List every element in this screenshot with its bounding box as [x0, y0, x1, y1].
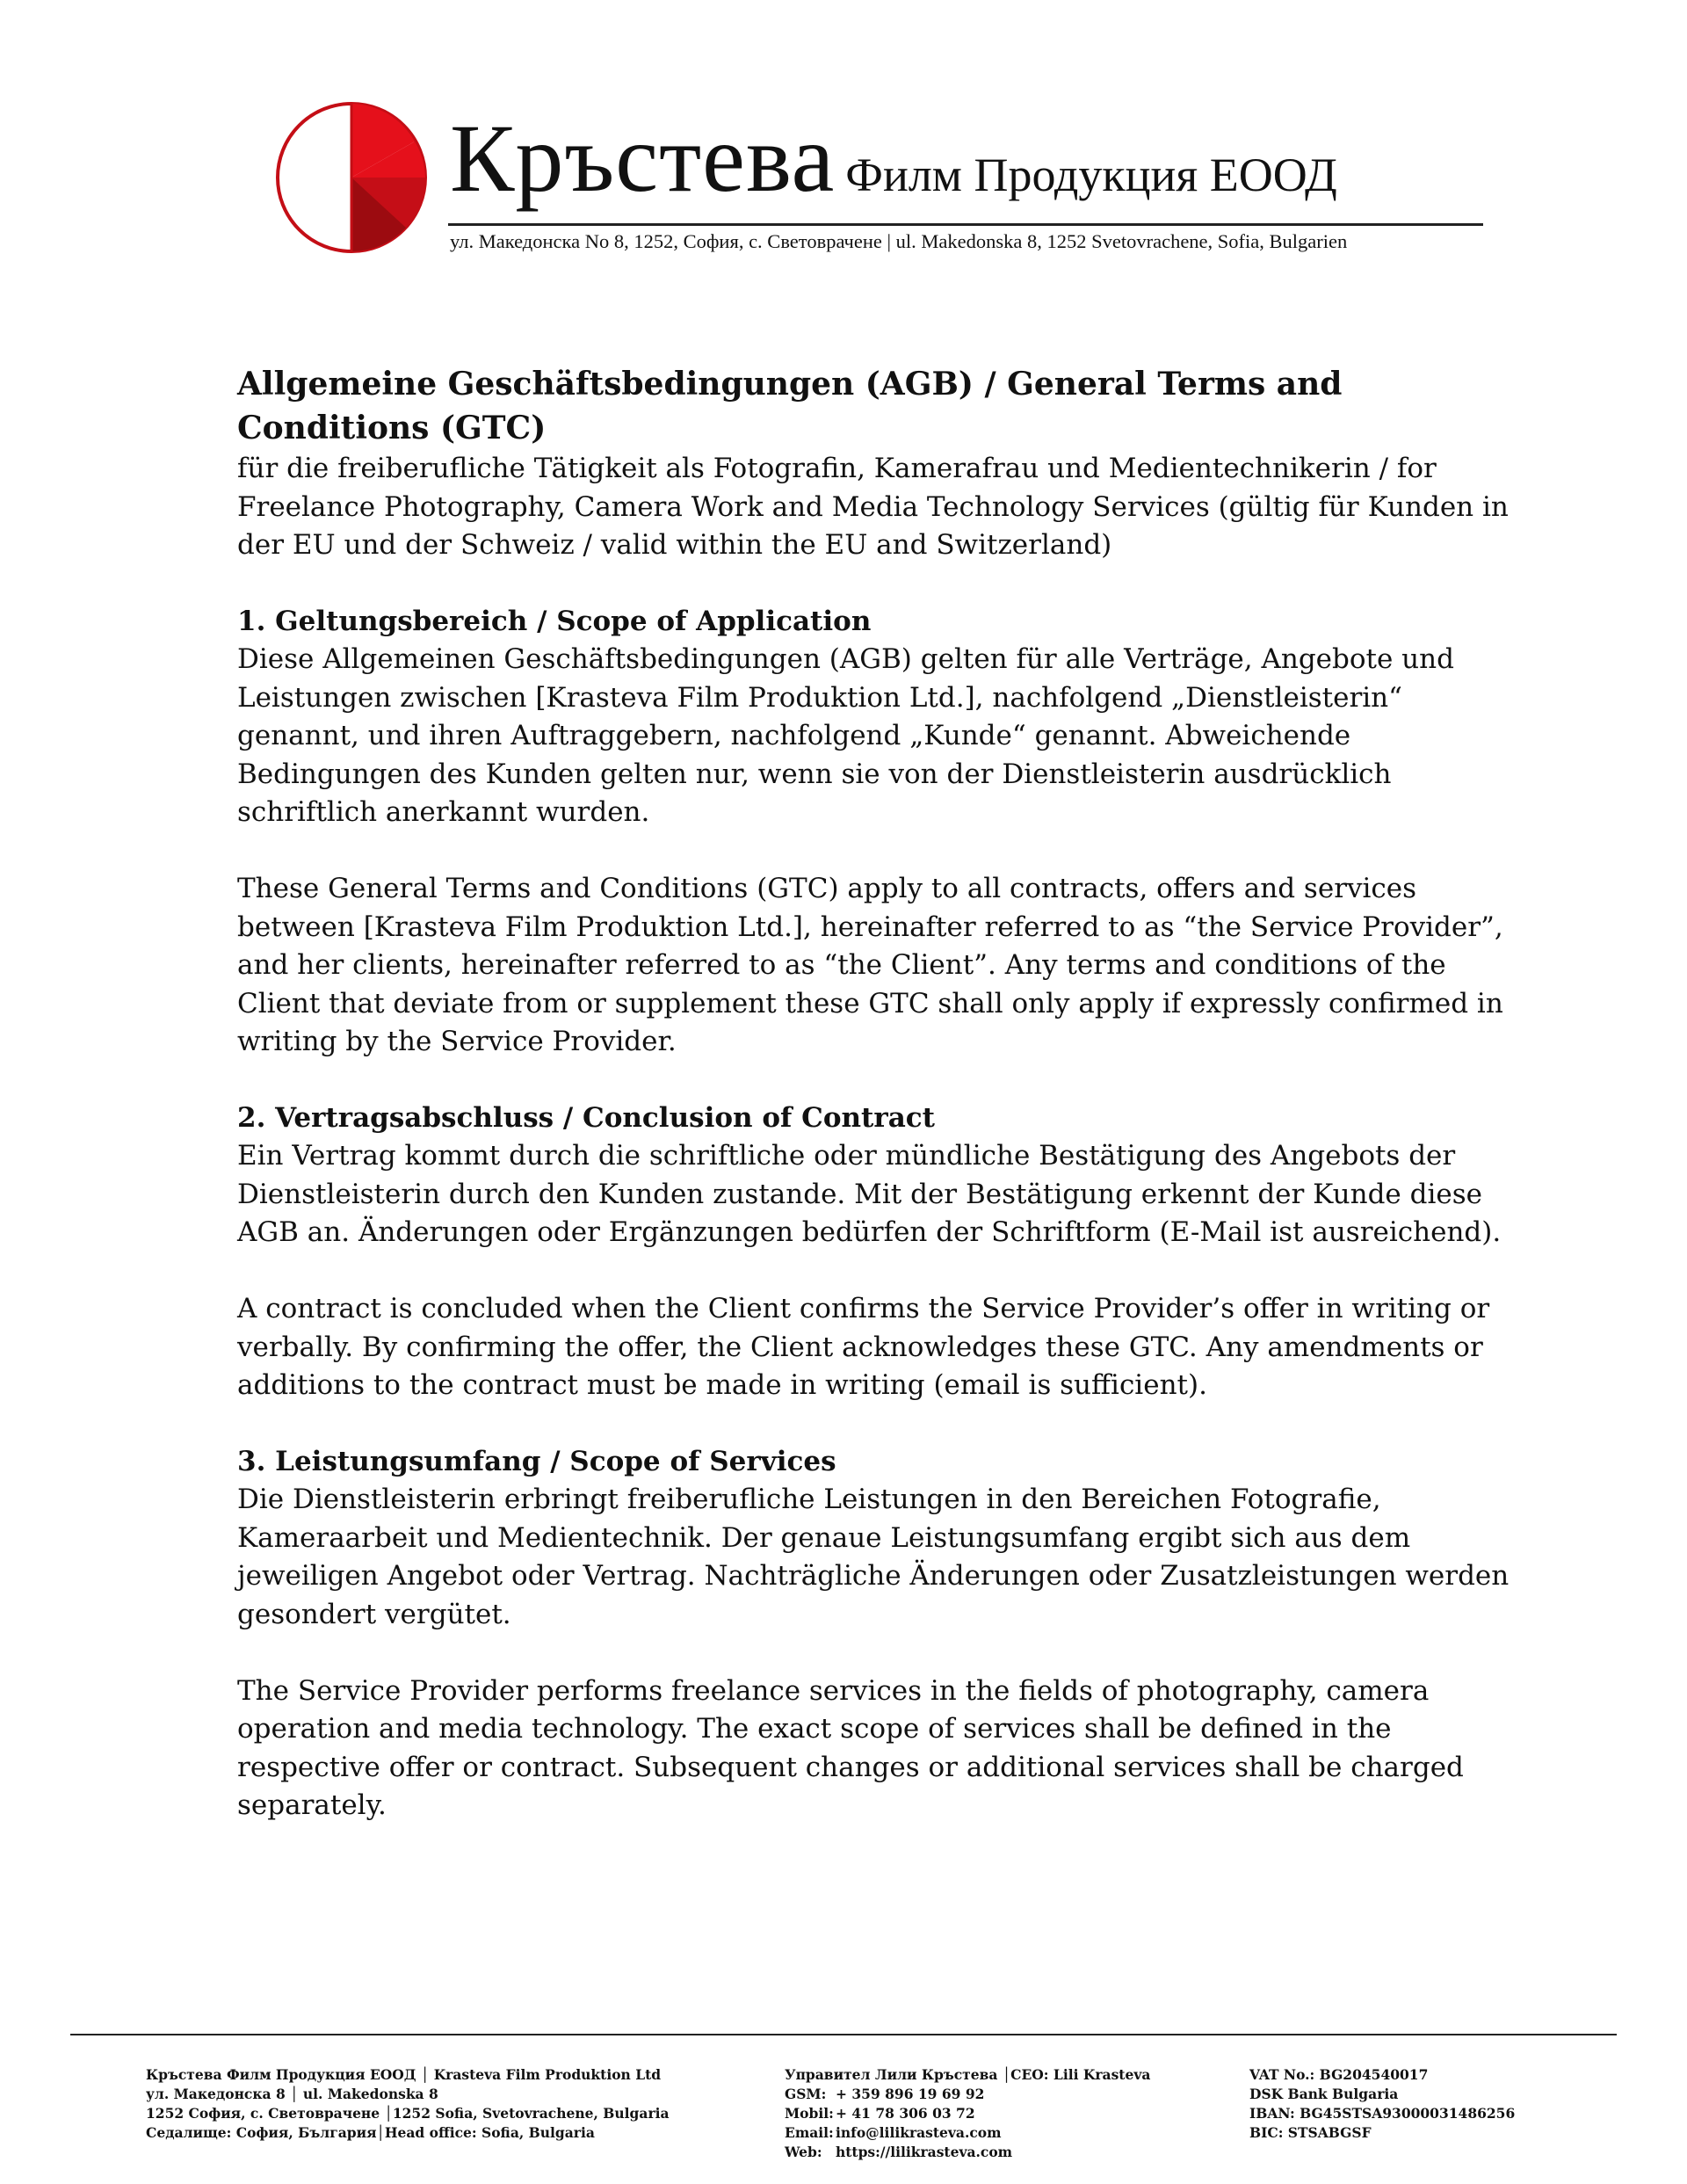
footer-web-link[interactable]: https://lilikrasteva.com	[836, 2144, 1013, 2160]
section-paragraph-en: A contract is concluded when the Client confirms the Service Provider’s offer in writing or verbally. By confirming the offer, the Client acknowledges these GTC. Any amendments or additions to the contract must be made in writing (email is sufficient).	[237, 1293, 1490, 1401]
brand-underline	[448, 223, 1483, 226]
footer-company-line: ул. Македонска 8 │ ul. Makedonska 8	[146, 2086, 438, 2102]
footer-email-link[interactable]: info@lilikrasteva.com	[836, 2124, 1002, 2141]
footer-company-info	[146, 2065, 670, 2143]
footer-company-line: Кръстева Филм Продукция ЕООД │ Krasteva Film Produktion Ltd	[146, 2066, 662, 2083]
section-conclusion-of-contract	[237, 1099, 1529, 1405]
footer-mobil-label: Mobil:	[785, 2105, 834, 2122]
footer-company-line: 1252 София, с. Световрачене │1252 Sofia, Svetovrachene, Bulgaria	[146, 2105, 670, 2122]
footer-manager: Управител Лили Кръстева │CEO: Lili Krasteva	[785, 2066, 1151, 2083]
footer-gsm[interactable]: + 359 896 19 69 92	[836, 2086, 985, 2102]
company-logo	[274, 100, 429, 255]
footer-email-label: Email:	[785, 2124, 834, 2141]
document-subtitle: für die freiberufliche Tätigkeit als Fotografin, Kamerafrau und Medientechnikerin / for Freelance Photography, Camera Work and Media Technology Services (gültig für Kunden in der EU und der Schweiz / valid within the EU and Switzerland)	[237, 453, 1509, 561]
footer-gsm-row	[785, 2085, 1150, 2104]
section-paragraph-de: Ein Vertrag kommt durch die schriftliche oder mündliche Bestätigung des Angebots der Dienstleisterin durch den Kunden zustande. Mit der Bestätigung erkennt der Kunde diese AGB an. Änderungen oder Ergänzungen bedürfen der Schriftform (E-Mail ist ausreichend).	[237, 1140, 1502, 1248]
footer-contact-info	[785, 2065, 1150, 2162]
section-paragraph-en: The Service Provider performs freelance services in the fields of photography, camera operation and media technology. The exact scope of services shall be defined in the respective offer or contract. Subsequent changes or additional services shall be charged separately.	[237, 1674, 1464, 1821]
footer-iban: IBAN: BG45STSA93000031486256	[1249, 2105, 1516, 2122]
footer-gsm-label: GSM:	[785, 2086, 827, 2102]
footer-bank-info	[1249, 2065, 1515, 2143]
footer-bank-name: DSK Bank Bulgaria	[1249, 2086, 1399, 2102]
section-paragraph-de: Diese Allgemeinen Geschäftsbedingungen (AGB) gelten für alle Verträge, Angebote und Leistungen zwischen [Krasteva Film Produktion Ltd.], nachfolgend „Dienstleisterin“ genannt, und ihren Auftraggebern, nachfolgend „Kunde“ genannt. Abweichende Bedingungen des Kunden gelten nur, wenn sie von der Dienstleisterin ausdrücklich schriftlich anerkannt wurden.	[237, 643, 1454, 828]
section-scope-of-application	[237, 603, 1529, 1062]
brand-address: ул. Македонска No 8, 1252, София, с. Световрачене | ul. Makedonska 8, 1252 Svetovrachene, Sofia, Bulgarien	[450, 230, 1348, 252]
footer-web-row	[785, 2143, 1150, 2162]
section-paragraph-de: Die Dienstleisterin erbringt freiberufliche Leistungen in den Bereichen Fotografie, Kameraarbeit und Medientechnik. Der genaue Leistungsumfang ergibt sich aus dem jeweiligen Angebot oder Vertrag. Nachträgliche Änderungen oder Zusatzleistungen werden gesondert vergütet.	[237, 1484, 1510, 1630]
document-title: Allgemeine Geschäftsbedingungen (AGB) / General Terms and Conditions (GTC)	[237, 366, 1343, 446]
brand-name: Кръстева	[450, 105, 836, 212]
footer-mobil[interactable]: + 41 78 306 03 72	[836, 2105, 975, 2122]
footer-vat: VAT No.: BG204540017	[1249, 2066, 1429, 2083]
brand-lockup	[450, 105, 1337, 211]
footer-web-label: Web:	[785, 2144, 822, 2160]
section-scope-of-services	[237, 1443, 1529, 1825]
section-heading: 3. Leistungsumfang / Scope of Services	[237, 1445, 836, 1477]
document-body	[237, 362, 1529, 1825]
section-heading: 1. Geltungsbereich / Scope of Application	[237, 605, 872, 637]
footer-bic: BIC: STSABGSF	[1249, 2124, 1372, 2141]
section-paragraph-en: These General Terms and Conditions (GTC) apply to all contracts, offers and services between [Krasteva Film Produktion Ltd.], hereinafter referred to as “the Service Provider”, and her clients, hereinafter referred to as “the Client”. Any terms and conditions of the Client that deviate from or supplement these GTC shall only apply if expressly confirmed in writing by the Service Provider.	[237, 873, 1503, 1057]
footer-mobil-row	[785, 2104, 1150, 2123]
section-heading: 2. Vertragsabschluss / Conclusion of Contract	[237, 1101, 935, 1134]
footer-email-row	[785, 2123, 1150, 2143]
footer-divider	[70, 2034, 1617, 2035]
brand-subtitle: Филм Продукция ЕООД	[845, 149, 1337, 201]
footer-company-line: Седалище: София, България│Head office: Sofia, Bulgaria	[146, 2124, 595, 2141]
